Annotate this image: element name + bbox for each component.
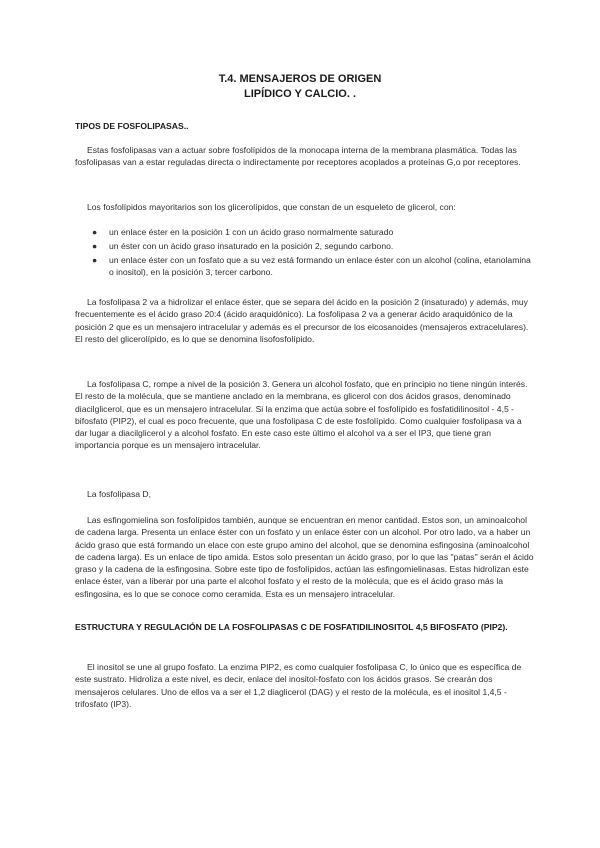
paragraph-esfingomielina: Las esfingomielina son fosfolípidos también, aunque se encuentran en menor cantidad. Estos son, un aminoalcohol de cadena larga. Presenta un enlace éster con un fosfato y un enlace éster con un alcohol. Por otro lado, va a haber un ácido graso que está formando un elace con este grupo amino del alcohol, que se denomina esfingosina (aminoalcohol de cadena larga). Es un enlace de tipo amida. Estos solo presentan un ácido graso, por lo que las "patas" serán el ácido graso y la cadena de la esfingosina. Sobre este tipo de fosfolípidos, actúan las esfingomielinasas. Estas hidrolizan este enlace éster, van a liberar por una parte el alcohol fosfato y el resto de la molécula, que es el ácido graso más la esfingosina, es lo que se conoce como ceramida. Esta es un mensajero intracelular.	[75, 515, 534, 599]
paragraph-fosfolipasa-2: La fosfolipasa 2 va a hidrolizar el enlace éster, que se separa del ácido en la posición 2 (insaturado) y además, muy frecuentemente es el ácido graso 20:4 (ácido araquidónico). La fosfolipasa 2 va a generar ácido araquidónico de la posición 2 que es un mensajero intracelular y además es el precursor de los eicosanoides (mensajeros extracelulares). El resto del glicerolípido, es lo que se denomina lisofosfolípido.	[75, 297, 529, 344]
bullet-icon: ●	[92, 241, 98, 251]
paragraph-fosfolipasa-d: La fosfolipasa D,	[87, 489, 152, 499]
list-item: ● un éster con un ácido graso insaturado en la posición 2, segundo carbono.	[92, 241, 394, 251]
bullet-icon: ●	[92, 255, 98, 265]
title-line-1: T.4. MENSAJEROS DE ORIGEN	[218, 73, 382, 85]
list-item: ● un enlace éster con un fosfato que a su vez está formando un enlace éster con un alcohol (colina, etanolamina o inositol), en la posición 3, tercer carbono.	[92, 255, 531, 278]
bullet-icon: ●	[92, 227, 98, 237]
paragraph-fosfolipidos-mayoritarios: Los fosfolípidos mayoritarios son los glicerolípidos, que constan de un esqueleto de glicerol, con:	[87, 202, 456, 212]
paragraph-estas-fosfolipasas: Estas fosfolipasas van a actuar sobre fosfolípidos de la monocapa interna de la membrana plasmática. Todas las fosfolipasas van a estar reguladas directa o indirectamente por receptores acoplados a proteínas G,o por receptores.	[75, 145, 521, 168]
list-item: ● un enlace éster en la posición 1 con un ácido graso normalmente saturado	[92, 227, 394, 237]
section-heading-estructura: ESTRUCTURA Y REGULACIÓN DE LA FOSFOLIPASAS C DE FOSFATIDILINOSITOL 4,5 BIFOSFATO (PIP2).	[75, 622, 508, 632]
document-title	[0, 72, 600, 102]
paragraph-fosfolipasa-c: La fosfolipasa C, rompe a nivel de la posición 3. Genera un alcohol fosfato, que en principio no tiene ningún interés. El resto de la molécula, que se mantiene anclado en la membrana, es glicerol con dos ácidos grasos, denominado diacilglicerol, que es un mensajero intracelular. Si la enzima que actúa sobre el fosfolípido es fosfatidilinositol - 4,5 - bifosfato (PIP2), el cual es poco frecuente, que una fosfolipasa C de este fosfolípido. Como cualquier fosfolipasa va a dar lugar a diacilglicerol y a alcohol fosfato. En este caso este último el alcohol va a ser el IP3, que tiene gran importancia porque es un mensajero intracelular.	[75, 379, 528, 451]
section-heading-tipos: TIPOS DE FOSFOLIPASAS..	[75, 121, 189, 131]
title-line-2: LIPÍDICO Y CALCIO. .	[243, 88, 357, 100]
paragraph-inositol: El inositol se une al grupo fosfato. La enzima PIP2, es como cualquier fosfolipasa C, lo único que es específica de este sustrato. Hidroliza a este nivel, es decir, enlace del inositol-fosfato con los ácidos grasos. Se crearán dos mensajeros celulares. Uno de ellos va a ser el 1,2 diaglicerol (DAG) y el resto de la molécula, es el inositol 1,4,5 - trifosfato (IP3).	[75, 662, 522, 709]
